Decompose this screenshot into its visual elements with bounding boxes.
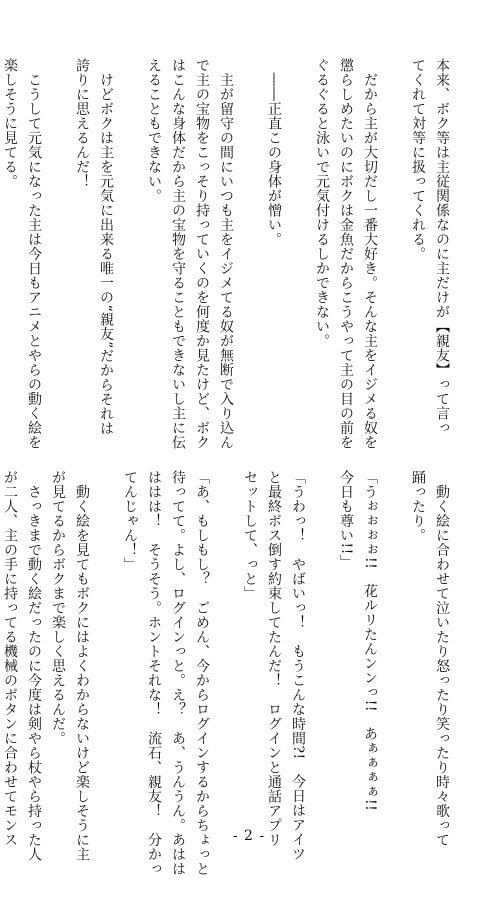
- text-line: 「あ、もしもし？ ごめん、今からログインするからちょっと: [194, 470, 210, 876]
- text-block-bottom: [2, 470, 454, 876]
- text-line: 本来、ボク等は主従関係なのに主だけが【親友】って言っ: [434, 58, 450, 435]
- text-line: けどボクは主を元気に出来る唯一の“親友”だからそれは: [98, 58, 114, 436]
- text-line: と最終ボス倒す約束してたんだ！ ログインと通話アプリ: [266, 470, 282, 847]
- text-line: さっきまで動く絵だったのに今度は剣やら杖やら持った人: [26, 470, 42, 862]
- text-line: 動く絵に合わせて泣いたり怒ったり笑ったり時々歌って: [434, 470, 450, 847]
- text-line: えることもできない。: [146, 58, 162, 203]
- text-line: 楽しそうに見てる。: [2, 58, 18, 189]
- text-line: で主の宝物をこっそり持っていくのを何度か見たけど、ボク: [194, 58, 210, 450]
- text-line: 踊ったり。: [410, 470, 426, 543]
- text-line: セットして、っと」: [242, 470, 258, 601]
- page-number: - 2 -: [232, 828, 266, 844]
- text-line: [238, 58, 262, 426]
- text-line: だから主が大切だし一番大好き。そんな主をイジメる奴を: [362, 58, 378, 450]
- text-line: 誇りに思えるんだ！: [74, 58, 90, 189]
- text-line: ぐるぐると泳いで元気付けるしかできない。: [314, 58, 330, 348]
- text-line: てくれて対等に扱ってくれる。: [410, 58, 426, 261]
- text-line: 待ってて。よし、ログインっと。え？ あ、うんうん。あはは: [170, 470, 186, 876]
- text-line: [382, 470, 406, 838]
- text-line: が見てるからボクまで楽しく思えるんだ。: [50, 470, 66, 746]
- text-line: 動く絵を見てもボクにはよくわからないけど楽しそうに主: [74, 470, 90, 862]
- text-line: 「うぉぉぉぉ!! 花ルリたんンンっ!! あぁぁぁぁ!!: [362, 470, 378, 812]
- text-line: こうして元気になった主は今日もアニメとやらの動く絵を: [26, 58, 42, 450]
- text-line: [46, 58, 70, 426]
- text-line: 「うわっ！ やばいっ！ もうこんな時間?! 今日はアイツ: [290, 470, 306, 862]
- text-line: はこんな身体だから主の宝物を守ることもできないし主に伝: [170, 58, 186, 450]
- text-line: [118, 58, 142, 426]
- text-line: [382, 58, 406, 426]
- text-line: が二人、主の手に持ってる機械のボタンに合わせてモンス: [2, 470, 18, 847]
- text-line: [286, 58, 310, 426]
- text-line: てんじゃん！」: [122, 470, 138, 572]
- text-line: 主が留守の間にいつも主をイジメてる奴が無断で入り込ん: [218, 58, 234, 450]
- text-line: ――正直この身体が憎い。: [266, 58, 282, 247]
- text-line: 懲らしめたいのにボクは金魚だからこうやって主の目の前を: [338, 58, 354, 450]
- text-block-top: [2, 58, 454, 450]
- text-line: [310, 470, 334, 838]
- text-line: [214, 470, 238, 838]
- text-line: ははは！ そうそう。ホントそれな！ 流石、親友！ 分かっ: [146, 470, 162, 876]
- text-line: 今日も尊い!!」: [338, 470, 354, 570]
- text-line: [94, 470, 118, 838]
